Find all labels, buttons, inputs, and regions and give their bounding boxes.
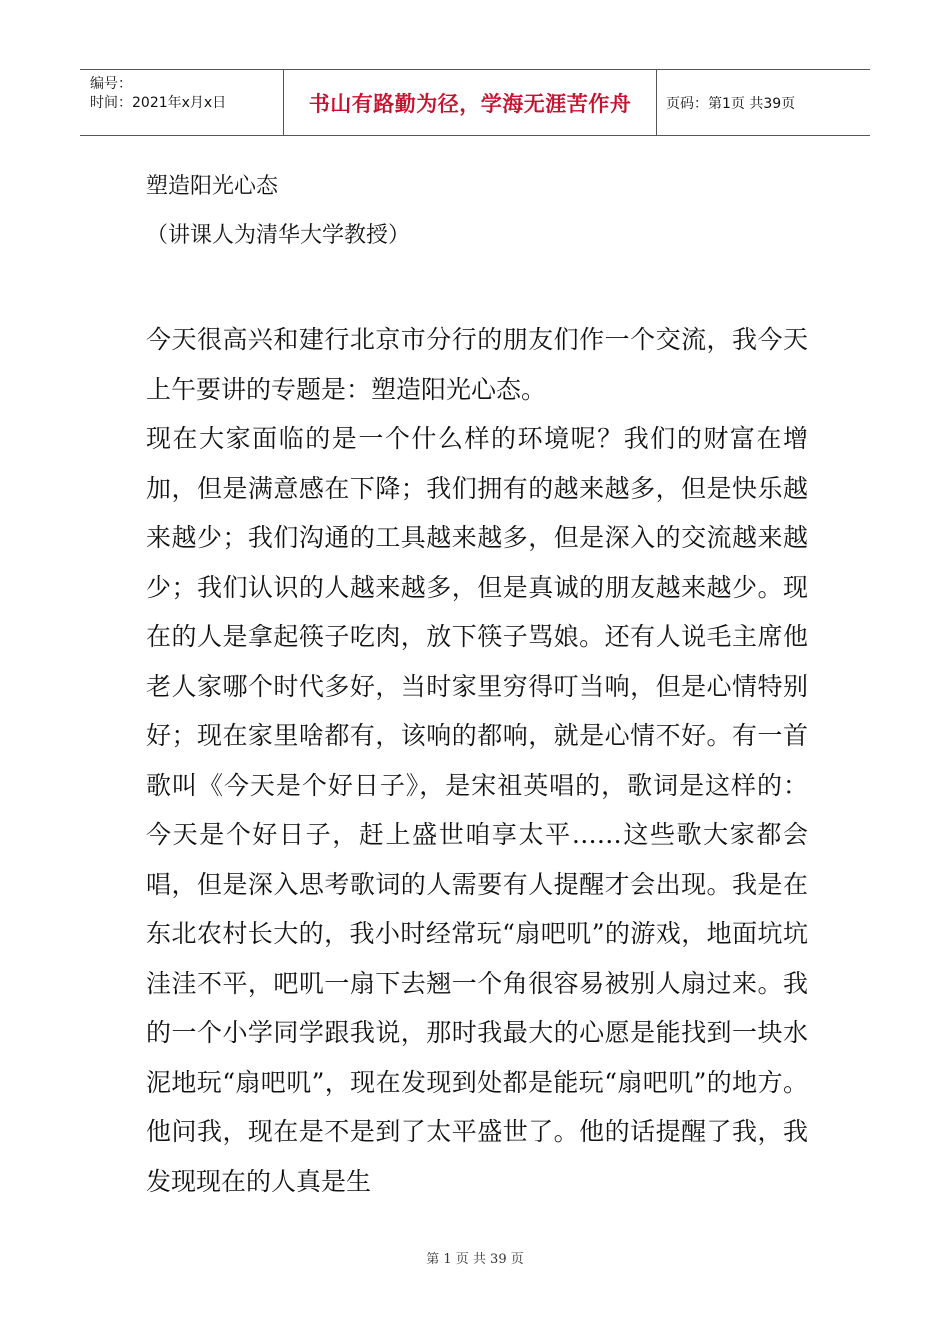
page-header <box>80 69 870 136</box>
page-footer: 第 1 页 共 39 页 <box>426 1252 524 1267</box>
document-body <box>146 315 808 1206</box>
header-motto: 书山有路勤为径，学海无涯苦作舟 <box>308 91 632 116</box>
document-number-label: 编号： <box>90 76 132 92</box>
header-motto-cell <box>284 70 657 135</box>
header-page-code: 页码：第1页 共39页 <box>666 95 796 112</box>
header-page-cell <box>657 70 870 135</box>
body-paragraph: 今天很高兴和建行北京市分行的朋友们作一个交流，我今天上午要讲的专题是：塑造阳光心态。 <box>146 325 808 404</box>
header-info-cell <box>80 70 284 135</box>
body-paragraph: 现在大家面临的是一个什么样的环境呢？我们的财富在增加，但是满意感在下降；我们拥有的越来越多，但是快乐越来越少；我们沟通的工具越来越多，但是深入的交流越来越少；我们认识的人越来越多，但是真诚的朋友越来越少。现在的人是拿起筷子吃肉，放下筷子骂娘。还有人说毛主席他老人家哪个时代多好，当时家里穷得叮当响，但是心情特别好；现在家里啥都有，该响的都响，就是心情不好。有一首歌叫《今天是个好日子》，是宋祖英唱的，歌词是这样的：今天是个好日子，赶上盛世咱享太平……这些歌大家都会唱，但是深入思考歌词的人需要有人提醒才会出现。我是在东北农村长大的，我小时经常玩“扇吧叽”的游戏，地面坑坑洼洼不平，吧叽一扇下去翘一个角很容易被别人扇过来。我的一个小学同学跟我说，那时我最大的心愿是能找到一块水泥地玩“扇吧叽”，现在发现到处都是能玩“扇吧叽”的地方。他问我，现在是不是到了太平盛世了。他的话提醒了我，我发现现在的人真是生 <box>146 424 808 1196</box>
document-time-label: 时间：2021年x月x日 <box>90 95 227 111</box>
document-title: 塑造阳光心态 <box>146 174 279 199</box>
document-subtitle: （讲课人为清华大学教授） <box>146 223 411 248</box>
